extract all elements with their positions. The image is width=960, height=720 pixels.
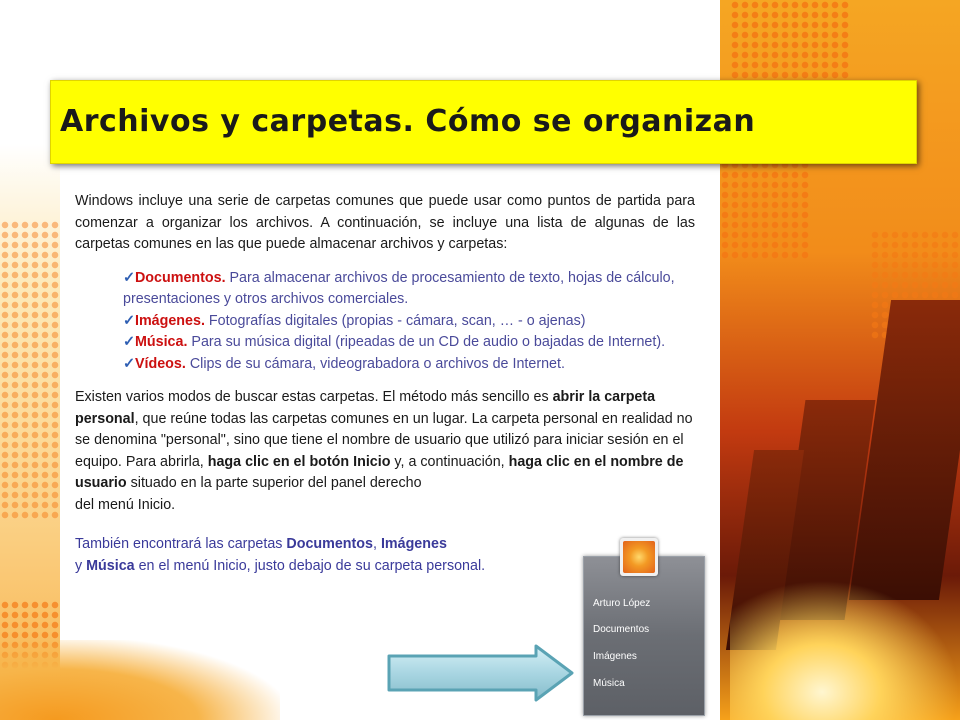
start-menu-musica[interactable]: Música (593, 678, 625, 689)
right-arrow-icon (386, 644, 576, 702)
tambien-text: en el menú Inicio, justo debajo de su carpeta personal. (134, 557, 486, 574)
search-text: , que reúne todas las carpetas comunes en un lugar. La carpeta personal en realidad no se denomina "personal", sino que tiene el nombre de usuario que utilizó para iniciar sesión en el equipo. Para abrirla, (75, 410, 693, 470)
checkmark-icon: ✓ (123, 334, 135, 350)
light-glow (730, 580, 960, 720)
folder-description: Para su música digital (ripeadas de un CD de audio o bajadas de Internet). (187, 334, 666, 350)
search-text: del menú Inicio. (75, 496, 176, 513)
tambien-text: También encontrará las carpetas (75, 536, 287, 552)
start-menu-documentos[interactable]: Documentos (593, 624, 650, 635)
intro-paragraph: Windows incluye una serie de carpetas comunes que puede usar como puntos de partida para comenzar a organizar los archivos. A continuación, se incluye una lista de algunas de las carpetas comunes en las que puede almacenar archivos y carpetas: (75, 193, 695, 252)
dot-pattern-right-top (730, 0, 850, 80)
tambien-bold: Documentos (286, 536, 373, 552)
folder-description: Para almacenar archivos de procesamiento de texto, hojas de cálculo, presentaciones y otros archivos comerciales. (123, 269, 675, 307)
start-menu-user[interactable]: Arturo López (593, 598, 651, 609)
search-paragraph (75, 387, 695, 516)
search-bold: abrir la carpeta personal (75, 389, 656, 427)
search-text: Existen varios modos de buscar estas carpetas. El método más sencillo es (75, 389, 553, 405)
list-item (123, 311, 695, 333)
tambien-text: y (75, 557, 87, 574)
user-avatar[interactable] (620, 538, 658, 576)
tambien-bold: Música (86, 557, 135, 574)
slide-title: Archivos y carpetas. Cómo se organizan (60, 104, 756, 139)
folder-name: Vídeos. (134, 355, 186, 372)
list-item (123, 354, 695, 376)
checkmark-icon: ✓ (123, 355, 135, 372)
tambien-text: , (372, 536, 381, 552)
folder-name: Imágenes. (134, 312, 205, 329)
search-bold: haga clic en el botón Inicio (207, 453, 391, 470)
checkmark-icon: ✓ (123, 269, 135, 286)
folder-name: Música. (134, 334, 188, 350)
slide-content (75, 191, 695, 577)
dot-pattern-right-mid (720, 160, 810, 260)
list-item (123, 332, 695, 354)
search-bold: haga clic en el nombre de usuario (75, 453, 684, 491)
start-menu-imagenes[interactable]: Imágenes (593, 651, 637, 662)
bottom-left-glow (0, 640, 280, 720)
folder-description: Fotografías digitales (propias - cámara, scan, … - o ajenas) (204, 312, 586, 329)
folder-description: Clips de su cámara, videograbadora o archivos de Internet. (185, 355, 565, 372)
search-text: situado en la parte superior del panel derecho (126, 475, 422, 491)
dot-pattern-left (0, 220, 60, 520)
start-menu-panel (583, 556, 705, 716)
search-text: y, a continuación, (390, 453, 509, 470)
tambien-bold: Imágenes (380, 536, 447, 552)
folder-list (123, 268, 695, 376)
checkmark-icon: ✓ (123, 312, 135, 329)
list-item (123, 268, 695, 311)
flower-icon (623, 541, 655, 573)
folder-name: Documentos. (134, 269, 226, 286)
